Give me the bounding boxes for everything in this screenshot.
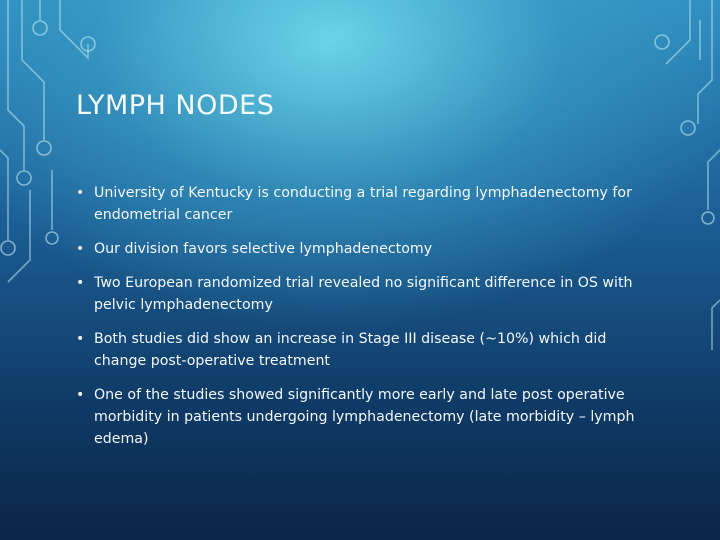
bullet-dot-icon: • xyxy=(76,275,85,291)
bullet-text: Our division favors selective lymphadenectomy xyxy=(94,241,433,257)
bullet-dot-icon: • xyxy=(76,387,85,403)
bullet-text: Two European randomized trial revealed no significant difference in OS with pelvic lymphadenectomy xyxy=(94,275,633,313)
bullet-item xyxy=(76,272,656,316)
slide-title: LYMPH NODES xyxy=(76,90,275,121)
bullet-text: University of Kentucky is conducting a trial regarding lymphadenectomy for endometrial cancer xyxy=(94,185,632,223)
bullet-dot-icon: • xyxy=(76,185,85,201)
bullet-dot-icon: • xyxy=(76,241,85,257)
bullet-item xyxy=(76,238,656,260)
bullet-item xyxy=(76,328,656,372)
bullet-item xyxy=(76,384,656,450)
bullet-text: One of the studies showed significantly more early and late post operative morbidity in patients undergoing lymphadenectomy (late morbidity – lymph edema) xyxy=(94,387,635,447)
bullet-dot-icon: • xyxy=(76,331,85,347)
bullet-list xyxy=(76,182,656,462)
right-circuit-traces xyxy=(655,0,720,350)
bullet-text: Both studies did show an increase in Stage III disease (~10%) which did change post-operative treatment xyxy=(94,331,607,369)
bullet-item xyxy=(76,182,656,226)
